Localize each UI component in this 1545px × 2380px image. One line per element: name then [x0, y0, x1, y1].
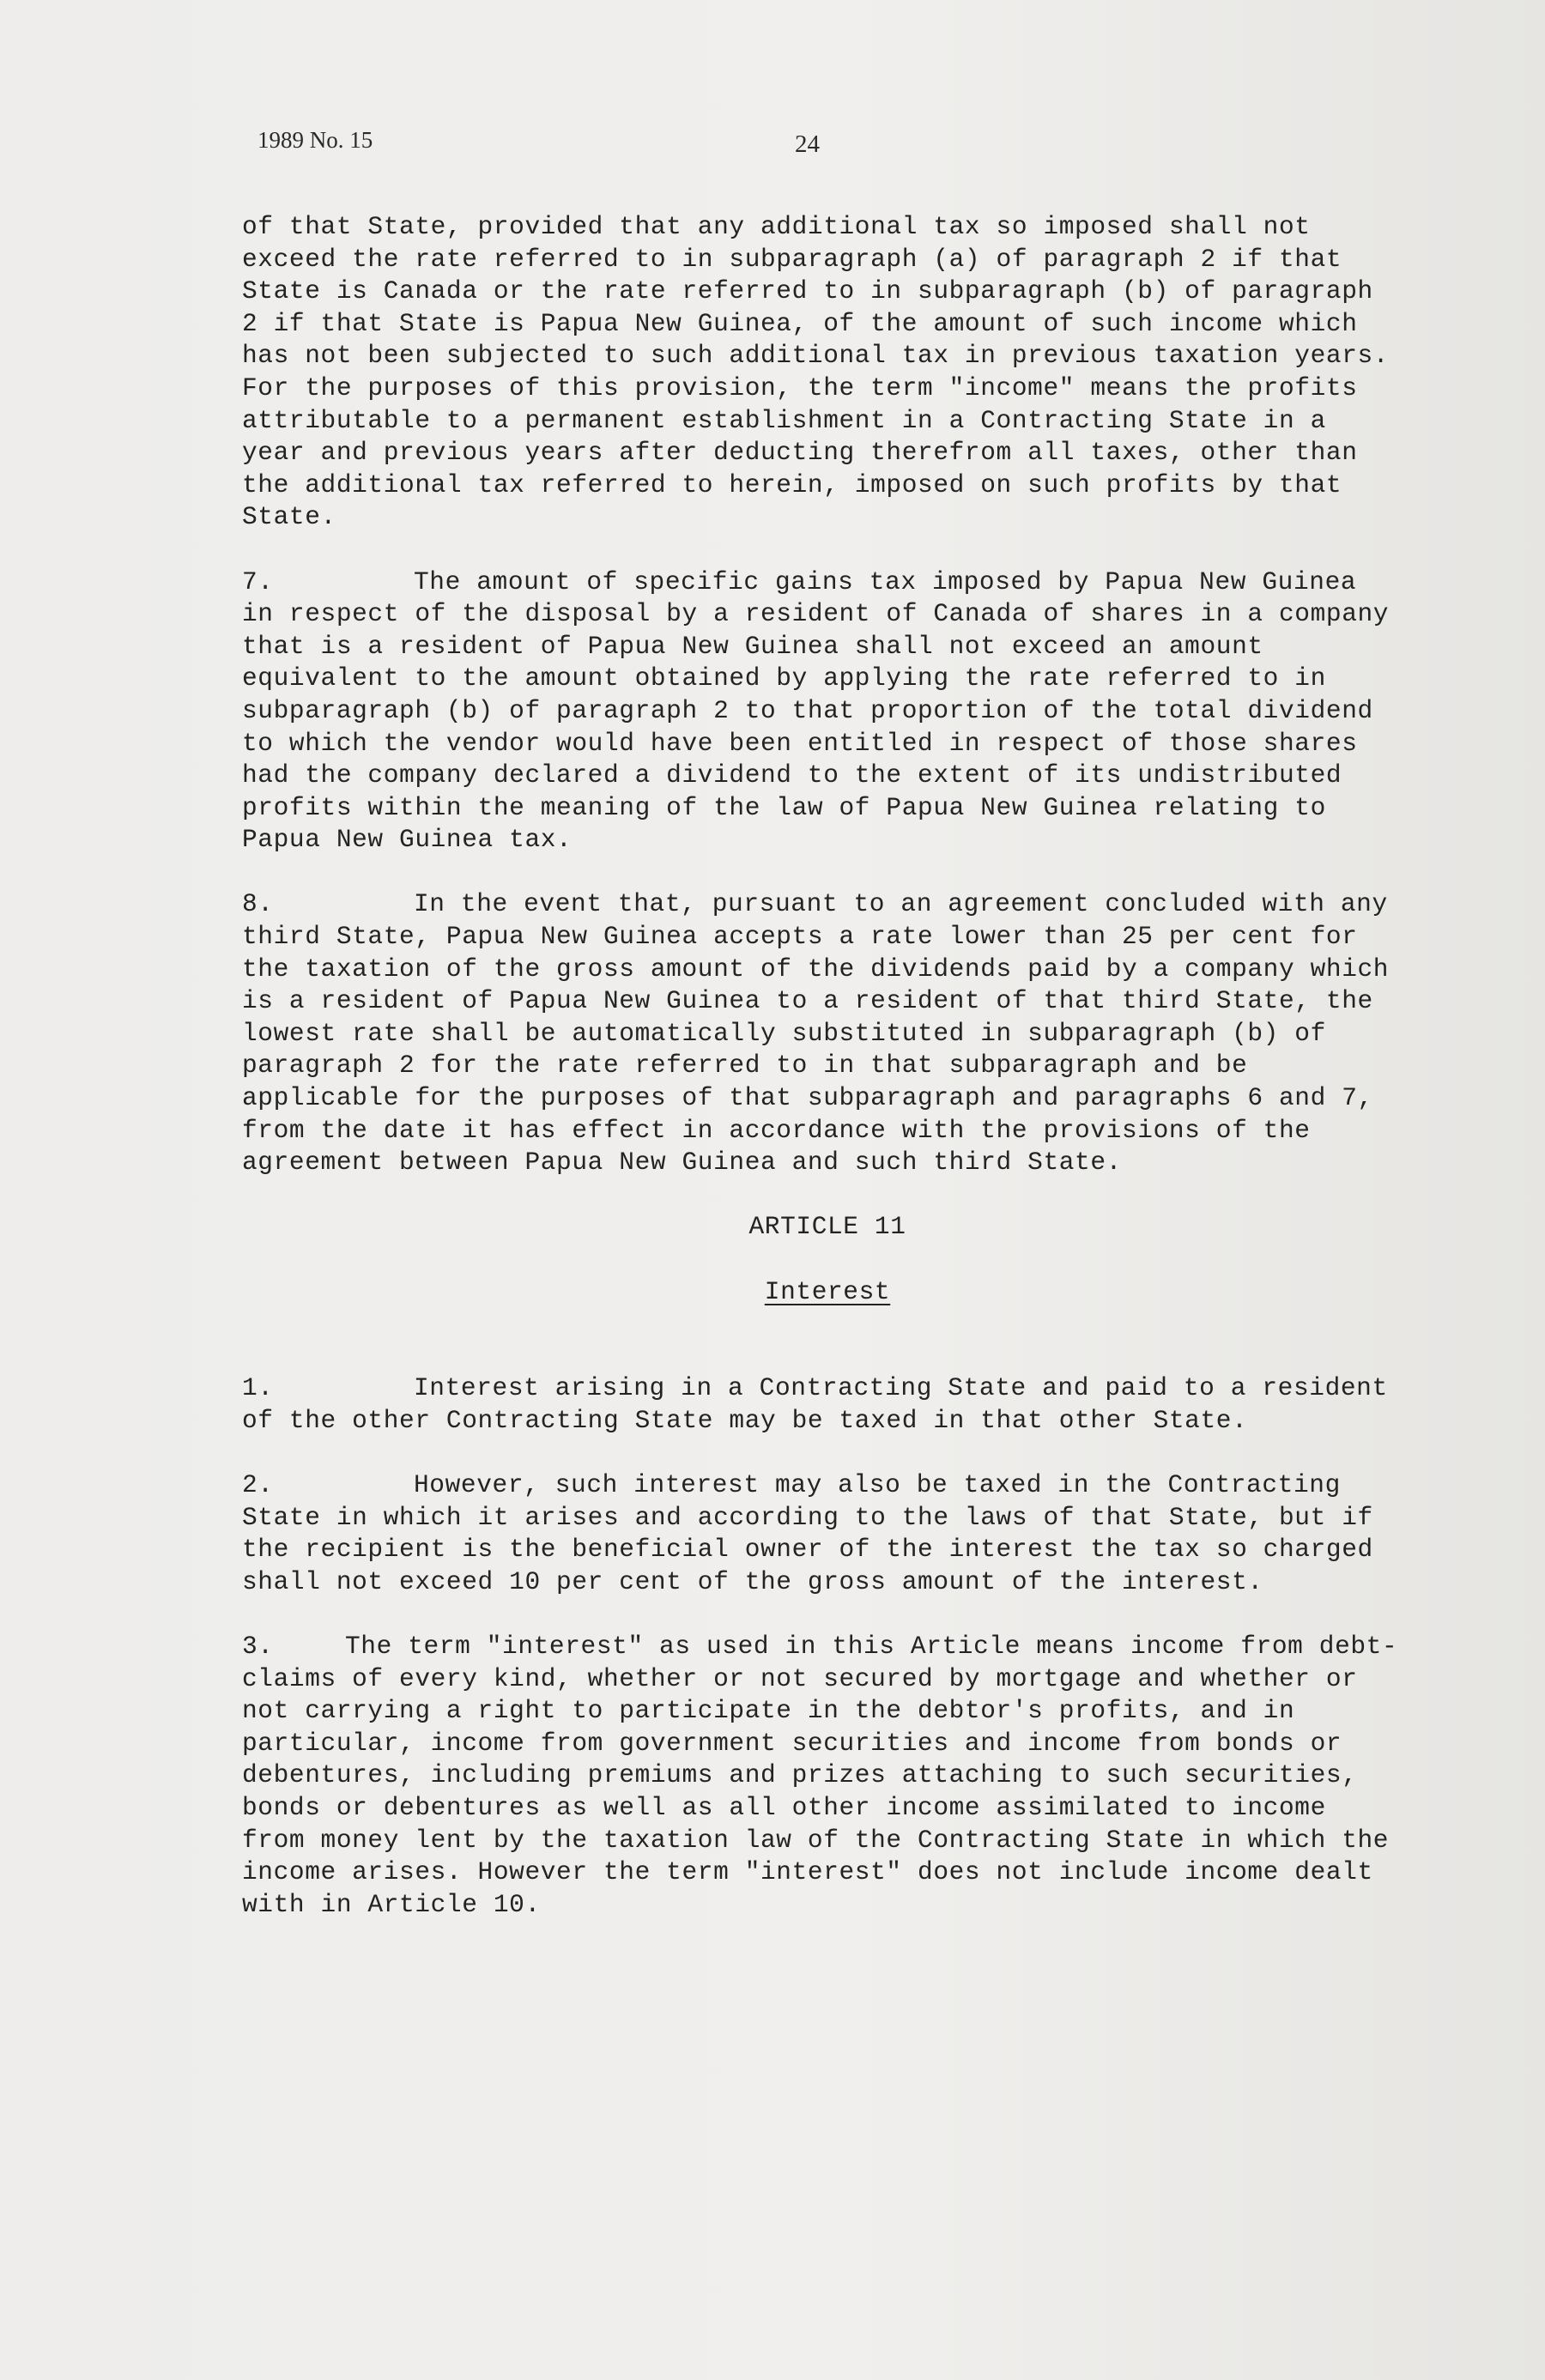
- page-number: 24: [795, 130, 820, 158]
- document-body: [242, 211, 1405, 1953]
- paragraph-number: 2.: [242, 1469, 274, 1499]
- paragraph-number: 7.: [242, 566, 274, 597]
- paragraph-6-continued: of that State, provided that any additional tax so imposed shall not exceed the rate referred to in subparagraph (a) of paragraph 2 if that State is Canada or the rate referred to in subparagraph (b) of paragraph 2 if that State is Papua New Guinea, of the amount of such income which has not been subjected to such additional tax in previous taxation years. For the purposes of this provision, the term "income" means the profits attributable to a permanent establishment in a Contracting State in a year and previous years after deducting therefrom all taxes, other than the additional tax referred to herein, imposed on such profits by that State.: [242, 212, 1405, 532]
- page-header: [258, 127, 1545, 161]
- paragraph-number: 1.: [242, 1373, 274, 1403]
- article-paragraph-1: [242, 1372, 1404, 1437]
- paragraph-8: [242, 888, 1405, 1178]
- article-paragraph-2: [242, 1469, 1401, 1598]
- article-subject: Interest: [764, 1276, 891, 1306]
- paragraph-number: 8.: [242, 889, 274, 919]
- paragraph-text: The amount of specific gains tax imposed by Papua New Guinea in respect of the disposal by a resident of Canada of shares in a company that is a resident of Papua New Guinea shall not exceed an amount equivalent to the amount obtained by applying the rate referred to in subparagraph (b) of paragraph 2 to that proportion of the total dividend to which the vendor would have been entitled in respect of those shares had the company declared a dividend to the extent of its undistributed profits within the meaning of the law of Papua New Guinea relating to Papua New Guinea tax.: [242, 566, 1405, 855]
- paragraph-text: Interest arising in a Contracting State and paid to a resident of the other Contracting State may be taxed in that other State.: [242, 1373, 1404, 1435]
- paragraph-text: In the event that, pursuant to an agreement concluded with any third State, Papua New Guinea accepts a rate lower than 25 per cent for the taxation of the gross amount of the dividends paid by a company which is a resident of Papua New Guinea to a resident of that third State, the lowest rate shall be automatically substituted in subparagraph (b) of paragraph 2 for the rate referred to in that subparagraph and be applicable for the purposes of that subparagraph and paragraphs 6 and 7, from the date it has effect in accordance with the provisions of the agreement between Papua New Guinea and such third State.: [242, 889, 1405, 1178]
- article-heading: ARTICLE 11: [748, 1212, 906, 1242]
- paragraph-7: [242, 566, 1405, 857]
- article-paragraph-3: [242, 1631, 1405, 1921]
- paragraph-text: The term "interest" as used in this Article means income from debt-claims of every kind, whether or not secured by mortgage and whether or not carrying a right to participate in the debtor's profits, and in particular, income from government securities and income from bonds or debentures, including premiums and prizes attaching to such securities, bonds or debentures as well as all other income assimilated to income from money lent by the taxation law of the Contracting State in which the income arises. However the term "interest" does not include income dealt with in Article 10.: [242, 1631, 1405, 1919]
- gazette-reference: 1989 No. 15: [258, 127, 373, 153]
- paragraph-text: However, such interest may also be taxed in the Contracting State in which it arises and according to the laws of that State, but if the recipient is the beneficial owner of the interest the tax so charged shall not exceed 10 per cent of the gross amount of the interest.: [242, 1469, 1390, 1596]
- paragraph-number: 3.: [242, 1631, 274, 1661]
